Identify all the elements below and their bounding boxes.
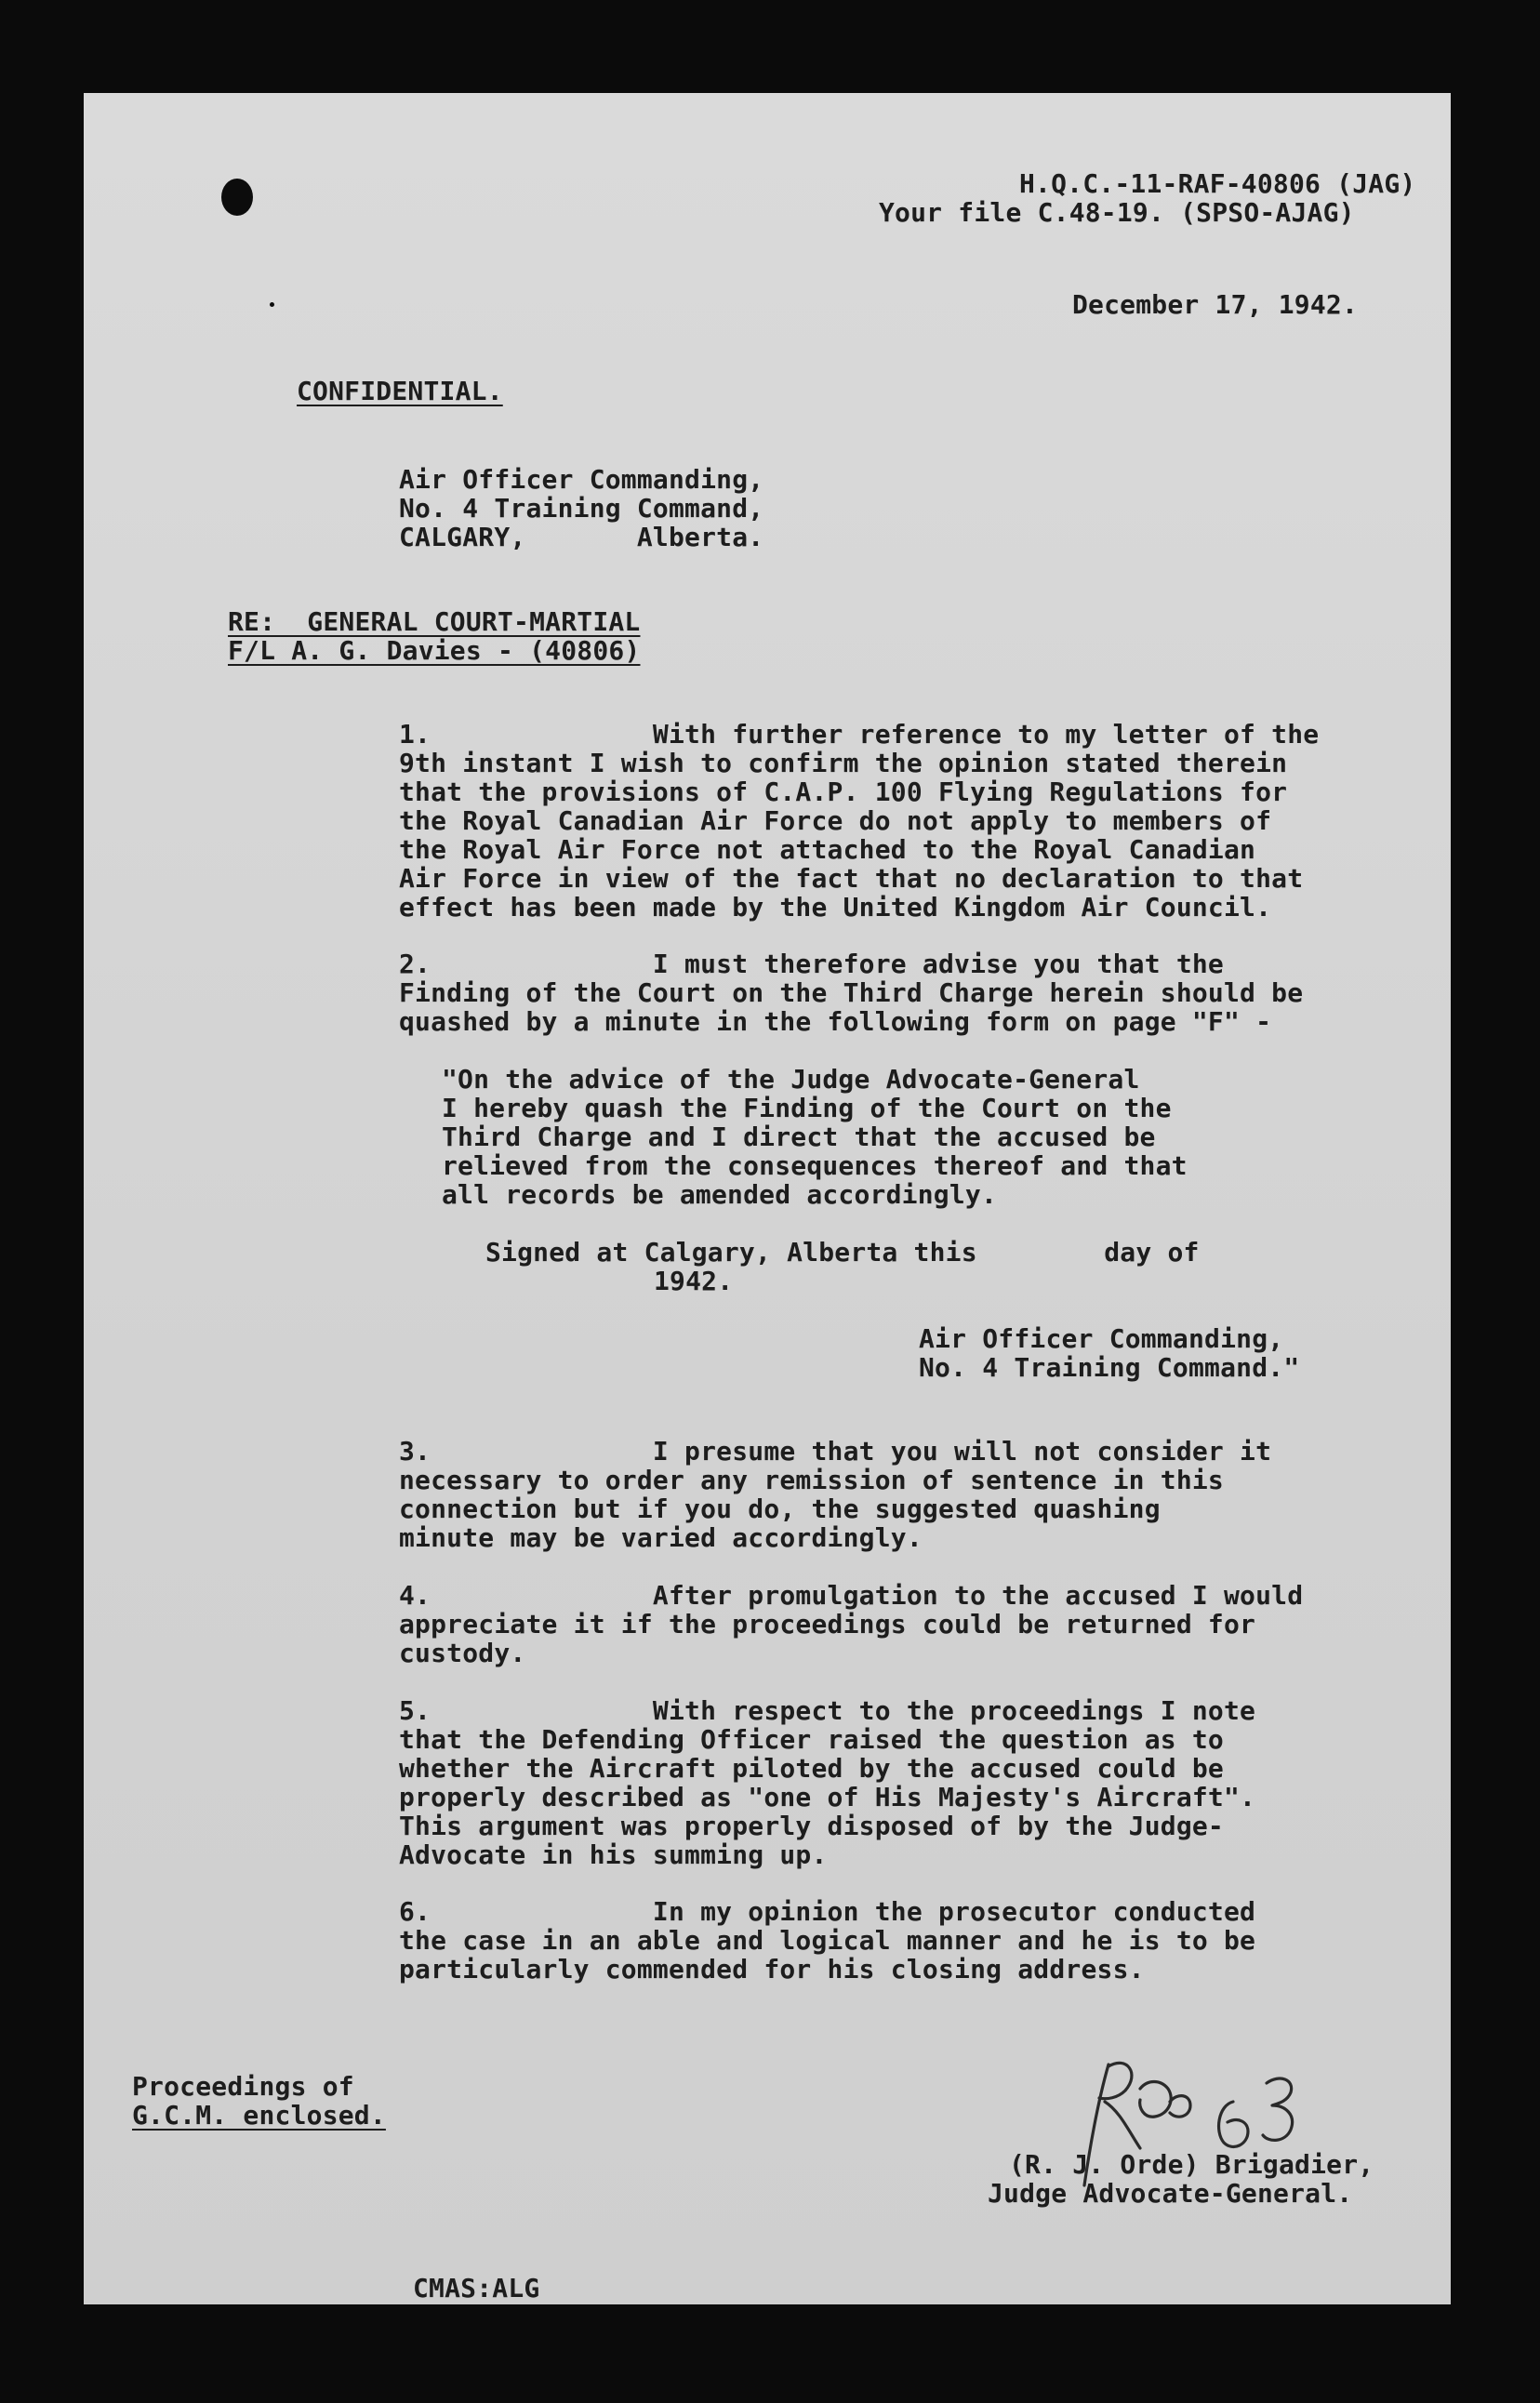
paragraph-line: Air Force in view of the fact that no declaration to that <box>399 863 1304 894</box>
paragraph-line: quashed by a minute in the following form on page "F" - <box>399 1006 1272 1037</box>
minute-signatory-line-2: No. 4 Training Command." <box>919 1352 1300 1383</box>
minute-signatory-line-1: Air Officer Commanding, <box>919 1323 1284 1354</box>
subject-line-1: RE: GENERAL COURT-MARTIAL <box>228 606 641 637</box>
paragraph-line: This argument was properly disposed of by the Judge- <box>399 1811 1224 1841</box>
minute-line: relieved from the consequences thereof and that <box>442 1150 1188 1181</box>
paragraph-line: particularly commended for his closing address. <box>399 1954 1145 1985</box>
paragraph-line: Advocate in his summing up. <box>399 1839 828 1870</box>
typist-reference: CMAS:ALG <box>413 2273 540 2303</box>
paragraph-line: 2. I must therefore advise you that the <box>399 949 1224 979</box>
addressee-line-1: Air Officer Commanding, <box>399 464 764 495</box>
minute-line: Third Charge and I direct that the accused be <box>442 1122 1156 1152</box>
paragraph-line: that the provisions of C.A.P. 100 Flying Regulations for <box>399 777 1288 807</box>
paragraph-line: effect has been made by the United Kingdom Air Council. <box>399 892 1272 923</box>
enclosure-line-1: Proceedings of <box>132 2071 354 2102</box>
letter-date: December 17, 1942. <box>1072 289 1359 320</box>
paragraph-line: 3. I presume that you will not consider it <box>399 1436 1272 1467</box>
paragraph-line: connection but if you do, the suggested quashing <box>399 1494 1161 1524</box>
classification-label: CONFIDENTIAL. <box>297 376 503 406</box>
reference-line-1: H.Q.C.-11-RAF-40806 (JAG) <box>1019 168 1416 199</box>
paragraph-line: the case in an able and logical manner and he is to be <box>399 1925 1256 1956</box>
paragraph-line: 6. In my opinion the prosecutor conducted <box>399 1896 1256 1927</box>
subject-line-2: F/L A. G. Davies - (40806) <box>228 635 641 666</box>
paragraph-line: 4. After promulgation to the accused I would <box>399 1580 1304 1611</box>
document-page <box>84 93 1451 2304</box>
paragraph-line: 5. With respect to the proceedings I note <box>399 1695 1256 1726</box>
paragraph-line: whether the Aircraft piloted by the accused could be <box>399 1753 1224 1784</box>
signatory-name: (R. J. Orde) Brigadier, <box>1009 2149 1374 2180</box>
paragraph-line: minute may be varied accordingly. <box>399 1522 923 1553</box>
paragraph-line: properly described as "one of His Majesty's Aircraft". <box>399 1782 1256 1812</box>
signatory-title: Judge Advocate-General. <box>988 2178 1353 2209</box>
paragraph-line: 9th instant I wish to confirm the opinion stated therein <box>399 748 1288 778</box>
paragraph-line: the Royal Air Force not attached to the Royal Canadian <box>399 834 1256 865</box>
addressee-line-2: No. 4 Training Command, <box>399 493 764 524</box>
ink-dot <box>270 302 274 307</box>
minute-line: I hereby quash the Finding of the Court on the <box>442 1093 1172 1123</box>
paragraph-line: 1. With further reference to my letter of the <box>399 719 1320 750</box>
ink-blot <box>221 179 253 216</box>
minute-line: all records be amended accordingly. <box>442 1179 998 1210</box>
reference-line-2: Your file C.48-19. (SPSO-AJAG) <box>879 197 1355 228</box>
minute-signed-year: 1942. <box>654 1266 734 1296</box>
paragraph-line: Finding of the Court on the Third Charge herein should be <box>399 977 1304 1008</box>
addressee-line-3: CALGARY, Alberta. <box>399 522 764 552</box>
enclosure-line-2: G.C.M. enclosed. <box>132 2100 386 2131</box>
paragraph-line: custody. <box>399 1638 526 1668</box>
paragraph-line: necessary to order any remission of sentence in this <box>399 1465 1224 1495</box>
paragraph-line: appreciate it if the proceedings could be returned for <box>399 1609 1256 1640</box>
minute-line: "On the advice of the Judge Advocate-General <box>442 1064 1140 1095</box>
minute-signed-line: Signed at Calgary, Alberta this day of <box>485 1237 1200 1268</box>
paragraph-line: that the Defending Officer raised the question as to <box>399 1724 1224 1755</box>
paragraph-line: the Royal Canadian Air Force do not apply to members of <box>399 805 1272 836</box>
